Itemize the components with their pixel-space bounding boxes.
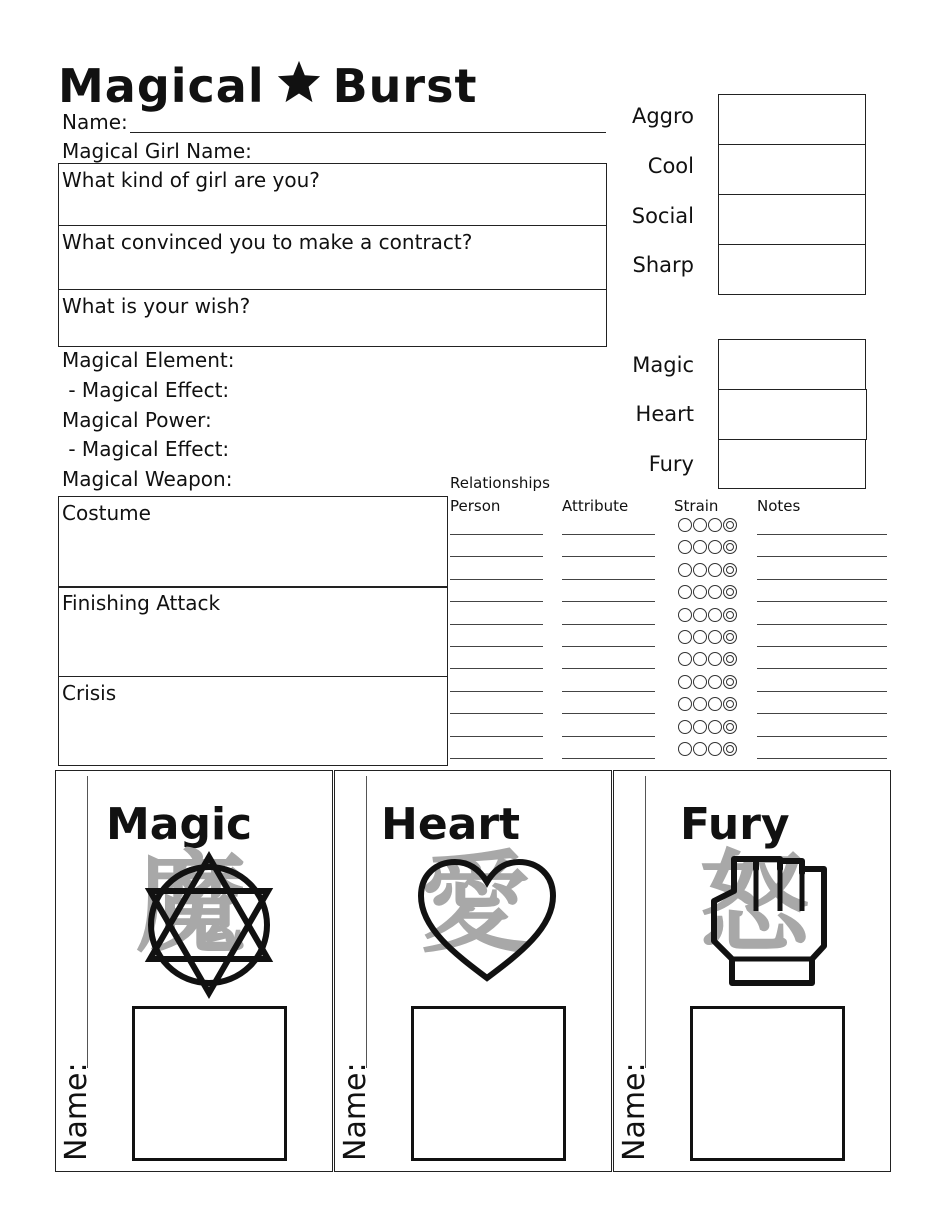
stat-label-aggro: Aggro <box>631 104 694 128</box>
strain-circle[interactable] <box>708 697 722 711</box>
relationship-notes-field[interactable] <box>757 624 887 625</box>
relationship-person-field[interactable] <box>450 646 543 647</box>
strain-circles <box>678 652 737 666</box>
card-name-line[interactable] <box>366 776 367 1068</box>
strain-circle[interactable] <box>708 652 722 666</box>
strain-circle[interactable] <box>723 675 737 689</box>
relationship-attribute-field[interactable] <box>562 736 655 737</box>
relationships-header-attribute: Attribute <box>562 497 629 515</box>
strain-circle[interactable] <box>708 608 722 622</box>
strain-circles <box>678 563 737 577</box>
strain-circle[interactable] <box>723 540 737 554</box>
strain-circle[interactable] <box>708 540 722 554</box>
star-icon <box>275 58 323 106</box>
stat-box-cool[interactable] <box>718 144 866 195</box>
relationship-attribute-field[interactable] <box>562 646 655 647</box>
strain-circle[interactable] <box>693 652 707 666</box>
relationship-attribute-field[interactable] <box>562 668 655 669</box>
strain-circle[interactable] <box>678 652 692 666</box>
strain-circle[interactable] <box>693 540 707 554</box>
strain-circle[interactable] <box>723 652 737 666</box>
heart-icon <box>415 856 560 986</box>
strain-circle[interactable] <box>678 608 692 622</box>
relationship-attribute-field[interactable] <box>562 691 655 692</box>
strain-circle[interactable] <box>708 563 722 577</box>
relationships-header-strain: Strain <box>674 497 719 515</box>
relationship-notes-field[interactable] <box>757 736 887 737</box>
relationship-person-field[interactable] <box>450 601 543 602</box>
question-box-kind[interactable] <box>58 163 607 226</box>
card-name-label: Name: <box>59 1062 94 1161</box>
strain-circles <box>678 585 737 599</box>
card-name-label: Name: <box>338 1062 373 1161</box>
card-title: Heart <box>381 799 521 850</box>
strain-circle[interactable] <box>708 742 722 756</box>
card-name-line[interactable] <box>645 776 646 1068</box>
card-kanji: 愛 <box>420 840 530 968</box>
stat-label-cool: Cool <box>647 154 694 178</box>
strain-circle[interactable] <box>678 563 692 577</box>
relationship-person-field[interactable] <box>450 556 543 557</box>
relationship-attribute-field[interactable] <box>562 579 655 580</box>
relationships-header-person: Person <box>450 497 501 515</box>
strain-circle[interactable] <box>693 742 707 756</box>
strain-circle[interactable] <box>693 675 707 689</box>
fist-icon <box>704 851 834 989</box>
stat-box-social[interactable] <box>718 194 866 245</box>
card-title: Fury <box>680 799 790 850</box>
strain-circles <box>678 608 737 622</box>
relationship-notes-field[interactable] <box>757 579 887 580</box>
strain-circle[interactable] <box>678 518 692 532</box>
question-box-contract[interactable] <box>58 225 607 290</box>
question-text: What is your wish? <box>62 294 251 318</box>
strain-circles <box>678 742 737 756</box>
crisis-box[interactable] <box>58 676 448 766</box>
card-magic <box>55 770 333 1172</box>
relationship-person-field[interactable] <box>450 579 543 580</box>
strain-circle[interactable] <box>678 720 692 734</box>
strain-circle[interactable] <box>693 563 707 577</box>
pool-box-heart[interactable] <box>718 389 867 440</box>
card-heart <box>334 770 612 1172</box>
strain-circle[interactable] <box>723 518 737 532</box>
strain-circles <box>678 697 737 711</box>
strain-circle[interactable] <box>678 630 692 644</box>
hexagram-icon <box>144 851 274 999</box>
magical-girl-name-label: Magical Girl Name: <box>62 139 252 163</box>
relationship-notes-field[interactable] <box>757 646 887 647</box>
strain-circle[interactable] <box>723 608 737 622</box>
relationship-person-field[interactable] <box>450 624 543 625</box>
pool-box-magic[interactable] <box>718 339 866 390</box>
name-field[interactable] <box>130 132 606 133</box>
strain-circle[interactable] <box>693 630 707 644</box>
strain-circle[interactable] <box>708 585 722 599</box>
section-label: Crisis <box>62 681 117 705</box>
relationships-header-notes: Notes <box>757 497 801 515</box>
relationship-notes-field[interactable] <box>757 601 887 602</box>
relationship-person-field[interactable] <box>450 736 543 737</box>
relationship-attribute-field[interactable] <box>562 758 655 759</box>
card-box[interactable] <box>132 1006 287 1161</box>
strain-circle[interactable] <box>678 540 692 554</box>
question-box-wish[interactable] <box>58 289 607 347</box>
stat-label-social: Social <box>631 204 694 228</box>
strain-circle[interactable] <box>723 742 737 756</box>
relationship-attribute-field[interactable] <box>562 534 655 535</box>
relationship-person-field[interactable] <box>450 534 543 535</box>
relationship-notes-field[interactable] <box>757 758 887 759</box>
strain-circle[interactable] <box>723 720 737 734</box>
strain-circle[interactable] <box>723 697 737 711</box>
strain-circles <box>678 630 737 644</box>
strain-circle[interactable] <box>723 585 737 599</box>
card-box[interactable] <box>690 1006 845 1161</box>
magical-weapon-label: Magical Weapon: <box>62 467 233 491</box>
strain-circle[interactable] <box>678 675 692 689</box>
relationship-person-field[interactable] <box>450 758 543 759</box>
pool-label-heart: Heart <box>635 402 694 426</box>
relationship-notes-field[interactable] <box>757 691 887 692</box>
strain-circle[interactable] <box>693 608 707 622</box>
stat-label-sharp: Sharp <box>632 253 694 277</box>
relationship-notes-field[interactable] <box>757 556 887 557</box>
relationship-person-field[interactable] <box>450 691 543 692</box>
pool-box-fury[interactable] <box>718 439 866 489</box>
section-label: Costume <box>62 501 151 525</box>
card-title: Magic <box>106 799 253 850</box>
strain-circle[interactable] <box>693 697 707 711</box>
strain-circle[interactable] <box>723 563 737 577</box>
strain-circle[interactable] <box>708 720 722 734</box>
card-box[interactable] <box>411 1006 566 1161</box>
relationship-notes-field[interactable] <box>757 668 887 669</box>
magical-power-label: Magical Power: <box>62 408 212 432</box>
strain-circles <box>678 720 737 734</box>
name-label: Name: <box>62 110 128 134</box>
magical-effect-label: - Magical Effect: <box>62 378 230 402</box>
finishing-attack-box[interactable] <box>58 586 448 677</box>
relationships-title: Relationships <box>450 474 550 492</box>
strain-circle[interactable] <box>708 630 722 644</box>
card-fury <box>613 770 891 1172</box>
costume-box[interactable] <box>58 496 448 588</box>
strain-circle[interactable] <box>708 675 722 689</box>
sheet-title <box>58 58 478 113</box>
relationship-attribute-field[interactable] <box>562 556 655 557</box>
strain-circles <box>678 675 737 689</box>
relationship-attribute-field[interactable] <box>562 624 655 625</box>
strain-circle[interactable] <box>678 585 692 599</box>
pool-label-magic: Magic <box>632 353 694 377</box>
magical-element-label: Magical Element: <box>62 348 235 372</box>
relationship-notes-field[interactable] <box>757 534 887 535</box>
strain-circle[interactable] <box>678 742 692 756</box>
relationship-notes-field[interactable] <box>757 713 887 714</box>
relationship-person-field[interactable] <box>450 713 543 714</box>
strain-circle[interactable] <box>693 585 707 599</box>
card-kanji: 魔 <box>136 840 246 968</box>
title-magical: Magical <box>58 59 265 113</box>
card-name-line[interactable] <box>87 776 88 1068</box>
strain-circles <box>678 540 737 554</box>
strain-circle[interactable] <box>678 697 692 711</box>
strain-circles <box>678 518 737 532</box>
relationship-person-field[interactable] <box>450 668 543 669</box>
relationship-attribute-field[interactable] <box>562 713 655 714</box>
pool-label-fury: Fury <box>648 452 694 476</box>
strain-circle[interactable] <box>693 720 707 734</box>
relationship-attribute-field[interactable] <box>562 601 655 602</box>
card-name-label: Name: <box>617 1062 652 1161</box>
section-label: Finishing Attack <box>62 591 221 615</box>
question-text: What convinced you to make a contract? <box>62 230 473 254</box>
stat-box-aggro[interactable] <box>718 94 866 145</box>
strain-circle[interactable] <box>693 518 707 532</box>
magical-effect-label: - Magical Effect: <box>62 437 230 461</box>
stat-box-sharp[interactable] <box>718 244 866 295</box>
card-kanji: 怒 <box>699 840 809 968</box>
strain-circle[interactable] <box>723 630 737 644</box>
question-text: What kind of girl are you? <box>62 168 320 192</box>
title-burst: Burst <box>332 59 478 113</box>
strain-circle[interactable] <box>708 518 722 532</box>
